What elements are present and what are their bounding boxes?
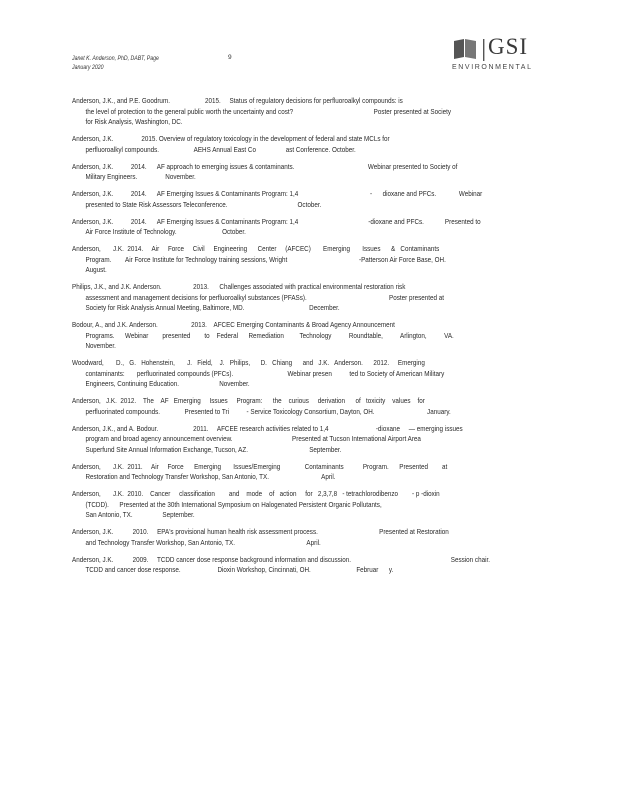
reference-entry <box>72 396 542 417</box>
reference-line: Engineers, Continuing Education. November. <box>85 379 250 388</box>
reference-line: Woodward, D., G. Hohenstein, J. Field, J. Philips, D. Chiang and J.K. Anderson. 2012. Emerging <box>72 358 425 367</box>
running-header <box>72 54 159 72</box>
header-date: January 2020 <box>72 64 104 71</box>
reference-line: Superfund Site Annual Information Exchange, Tucson, AZ. September. <box>85 444 342 454</box>
reference-entry <box>72 96 542 128</box>
reference-line: Program. Air Force Institute for Technology training sessions, Wright -Patterson Air Force Base, OH. <box>85 254 446 264</box>
reference-line: Restoration and Technology Transfer Workshop, San Antonio, TX. April. <box>85 472 336 481</box>
reference-entry <box>72 320 542 352</box>
reference-list <box>72 96 542 582</box>
reference-line: the level of protection to the general public worth the uncertainty and cost? Poster presented at Society <box>85 106 452 116</box>
reference-line: (TCDD). Presented at the 30th International Symposium on Halogenated Persistent Organic Pollutants, <box>85 499 382 509</box>
reference-line: Anderson, J.K. 2014. AF Emerging Issues & Contaminants Program: 1,4 -dioxane and PFCs. Presented to <box>72 216 481 226</box>
reference-entry <box>72 489 542 521</box>
reference-entry <box>72 134 542 155</box>
reference-line: November. <box>85 341 116 350</box>
reference-line: Anderson, J.K. 2010. EPA's provisional human health risk assessment process. Presented at Restoration <box>72 527 449 536</box>
reference-line: contaminants: perfluorinated compounds (PFCs). Webinar presen ted to Society of American Military <box>85 368 445 378</box>
logo-name: GSI <box>488 34 529 59</box>
reference-line: Anderson, J.K. 2012. The AF Emerging Issues Program: the curious derivation of toxicity values for <box>72 396 425 405</box>
reference-entry <box>72 527 542 548</box>
reference-entry <box>72 162 542 183</box>
reference-entry <box>72 282 542 314</box>
reference-line: Society for Risk Analysis Annual Meeting, Baltimore, MD. December. <box>85 303 340 312</box>
reference-line: for Risk Analysis, Washington, DC. <box>85 117 183 126</box>
reference-line: Programs. Webinar presented to Federal Remediation Technology Roundtable, Arlington, VA. <box>85 330 454 340</box>
reference-line: Bodour, A., and J.K. Anderson. 2013. AFCEC Emerging Contaminants & Broad Agency Announcement <box>72 320 395 329</box>
reference-line: Anderson, J.K. 2011. Air Force Emerging Issues/Emerging Contaminants Program. Presented at <box>72 461 448 471</box>
reference-line: Philips, J.K., and J.K. Anderson. 2013. Challenges associated with practical environmental restoration risk <box>72 282 406 291</box>
reference-line: perfluoroalkyl compounds. AEHS Annual East Co ast Conference. October. <box>85 144 356 154</box>
header-author: Janet K. Anderson, PhD, DABT, Page <box>72 55 159 62</box>
reference-line: Anderson, J.K. 2014. AF Emerging Issues & Contaminants Program: 1,4 - dioxane and PFCs. Webinar <box>72 189 483 198</box>
reference-line: Anderson, J.K. 2015. Overview of regulatory toxicology in the development of federal and state MCLs for <box>72 134 390 143</box>
reference-line: program and broad agency announcement overview. Presented at Tucson International Airport Area <box>85 434 421 443</box>
reference-line: TCDD and cancer dose response. Dioxin Workshop, Cincinnati, OH. Februar y. <box>85 565 394 574</box>
reference-line: August. <box>85 265 107 274</box>
reference-entry <box>72 358 542 390</box>
reference-line: and Technology Transfer Workshop, San Antonio, TX. April. <box>85 537 321 547</box>
reference-line: Military Engineers. November. <box>85 172 196 181</box>
reference-entry <box>72 244 542 276</box>
reference-line: San Antonio, TX. September. <box>85 510 195 519</box>
reference-line: assessment and management decisions for perfluoroalkyl substances (PFASs). Poster presented at <box>85 292 445 302</box>
reference-entry <box>72 189 542 210</box>
reference-entry <box>72 424 542 456</box>
logo-subtitle: ENVIRONMENTAL <box>452 64 533 71</box>
reference-line: presented to State Risk Assessors Teleconference. October. <box>85 199 322 209</box>
reference-line: Anderson, J.K. 2014. AF approach to emerging issues & contaminants. Webinar presented to Society of <box>72 161 458 171</box>
reference-line: Anderson, J.K. 2010. Cancer classification and mode of action for 2,3,7,8 - tetrachlorodibenzo - p -dioxin <box>72 489 440 498</box>
reference-line: Anderson, J.K., and A. Bodour. 2011. AFCEE research activities related to 1,4 -dioxane — emerging issues <box>72 423 463 433</box>
reference-line: Air Force Institute of Technology. October. <box>85 227 246 236</box>
reference-entry <box>72 217 542 238</box>
reference-line: Anderson, J.K. 2014. Air Force Civil Engineering Center (AFCEC) Emerging Issues & Contaminants <box>72 244 440 253</box>
reference-entry <box>72 555 542 576</box>
reference-line: Anderson, J.K., and P.E. Goodrum. 2015. Status of regulatory decisions for perfluoroalkyl compounds: is <box>72 96 403 105</box>
reference-entry <box>72 462 542 483</box>
reference-line: Anderson, J.K. 2009. TCDD cancer dose response background information and discussion. Session chair. <box>72 554 490 564</box>
reference-line: perfluorinated compounds. Presented to Tri - Service Toxicology Consortium, Dayton, OH. January. <box>85 406 451 416</box>
header-page-number: 9 <box>228 54 232 61</box>
